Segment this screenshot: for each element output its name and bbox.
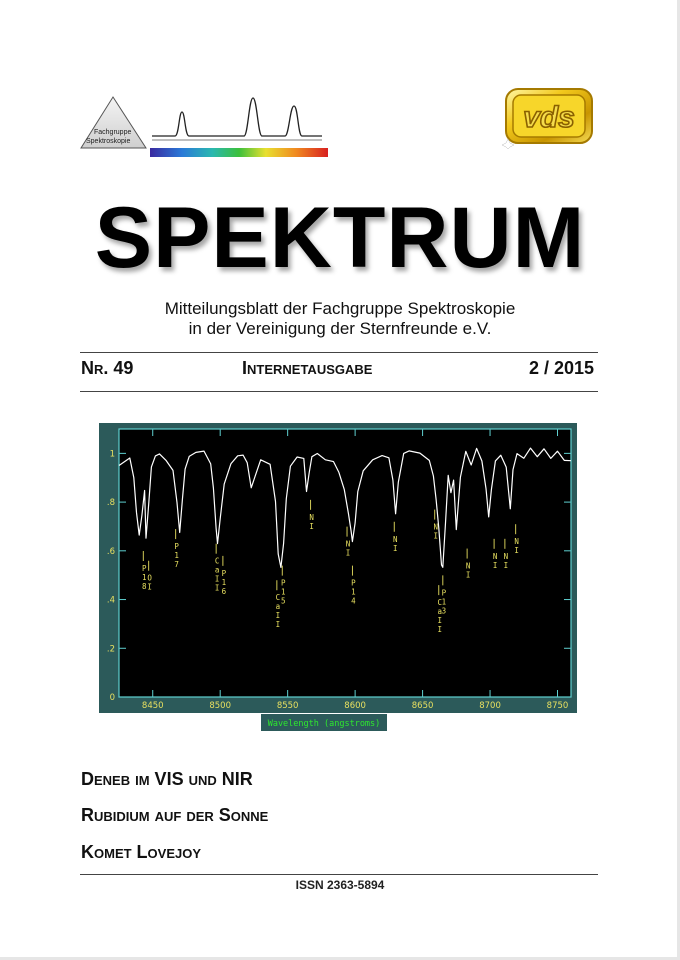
- x-axis-label: Wavelength (angstroms): [267, 719, 381, 729]
- fachgruppe-logo-line1: Fachgruppe: [94, 129, 132, 136]
- edition-label: Internetausgabe: [242, 358, 373, 378]
- issn-number: ISSN 2363-5894: [295, 878, 385, 892]
- y-tick-label-2: .4: [106, 595, 115, 606]
- annotation-label-10: N I: [392, 534, 398, 553]
- x-tick-label-3: 8600: [344, 701, 366, 711]
- vds-logo-text: vds: [523, 101, 575, 134]
- y-tick-label-1: .2: [106, 644, 115, 655]
- y-tick-label-5: 1: [109, 449, 115, 460]
- annotation-label-2: P 1 7: [174, 542, 179, 570]
- annotation-label-8: N I: [345, 539, 351, 558]
- subtitle-line-1: Mitteilungsblatt der Fachgruppe Spektroskopie: [164, 299, 516, 318]
- vds-logo: [500, 85, 596, 149]
- annotation-label-16: N I: [503, 551, 509, 570]
- x-tick-label-6: 8750: [546, 701, 569, 711]
- subtitle-line-2: in der Vereinigung der Sternfreunde e.V.: [188, 319, 492, 338]
- divider-bottom: [80, 874, 598, 875]
- x-tick-label-5: 8700: [479, 701, 501, 711]
- spectrum-bar: [150, 148, 328, 157]
- issue-number: Nr. 49: [81, 358, 134, 378]
- x-tick-label-2: 8550: [276, 701, 299, 711]
- annotation-label-1: O I: [147, 573, 152, 592]
- fachgruppe-logo-line2: Spektroskopie: [86, 138, 131, 145]
- annotation-label-11: N I: [433, 522, 438, 541]
- annotation-label-14: N I: [465, 561, 471, 580]
- divider-middle: [80, 391, 598, 392]
- annotation-label-7: N I: [309, 512, 314, 531]
- annotation-label-13: P 1 3: [441, 588, 447, 616]
- headline-2: Rubidium auf der Sonne: [81, 805, 269, 825]
- annotation-label-17: N I: [514, 537, 519, 556]
- annotation-label-12: C a I I: [437, 598, 443, 635]
- y-tick-label-0: 0: [109, 693, 115, 703]
- divider-top: [80, 352, 598, 353]
- headline-1: Deneb im VIS und NIR: [81, 769, 253, 789]
- annotation-label-6: P 1 5: [281, 578, 286, 606]
- annotation-label-15: N I: [492, 551, 498, 570]
- spectrum-chart: [99, 423, 577, 733]
- x-tick-label-0: 8450: [141, 701, 164, 711]
- emission-lines-icon: [152, 98, 322, 136]
- annotation-label-4: P 1 6: [221, 568, 227, 596]
- x-tick-label-4: 8650: [411, 701, 434, 711]
- magazine-title: SPEKTRUM: [94, 190, 586, 286]
- annotation-label-3: C a I I: [214, 556, 220, 593]
- annotation-label-5: C a I I: [275, 593, 281, 630]
- y-tick-label-3: .6: [106, 546, 115, 557]
- annotation-label-9: P 1 4: [351, 578, 356, 606]
- x-tick-label-1: 8500: [209, 701, 232, 711]
- headline-3: Komet Lovejoy: [81, 842, 202, 862]
- annotation-label-0: P 1 8: [142, 564, 147, 591]
- issue-date: 2 / 2015: [528, 358, 594, 378]
- fachgruppe-logo: [80, 92, 330, 158]
- y-tick-label-4: .8: [106, 498, 115, 509]
